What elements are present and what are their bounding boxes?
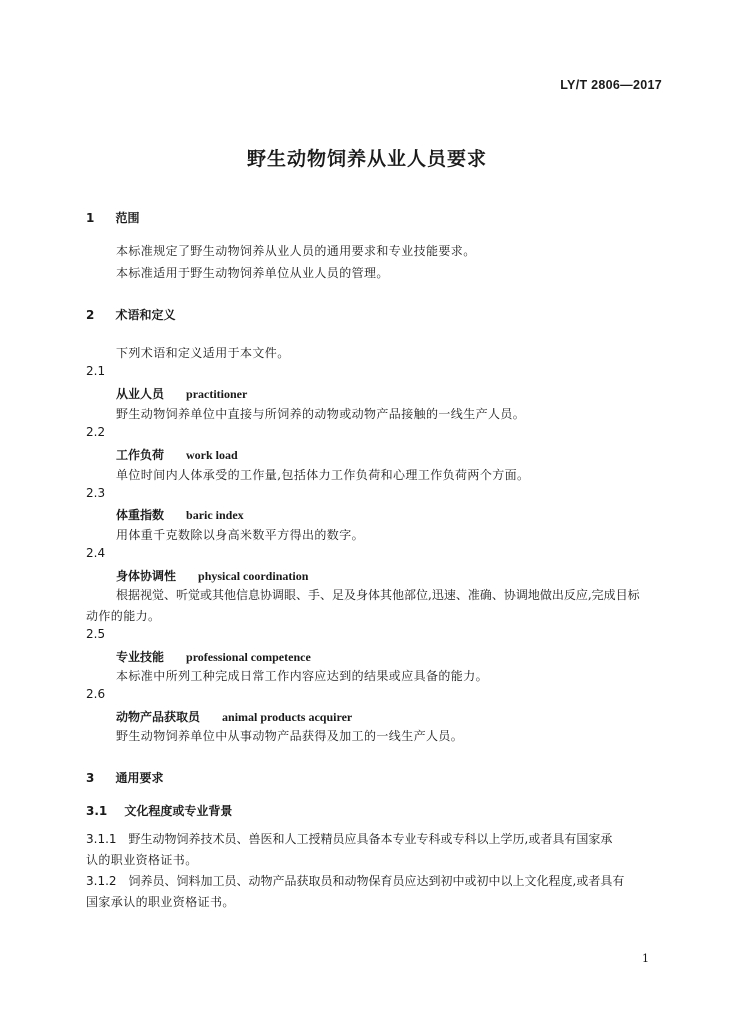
section-title: 术语和定义 [115, 308, 176, 322]
term-heading [116, 504, 244, 523]
term-definition: 用体重千克数除以身高米数平方得出的数字。 [116, 528, 365, 542]
term-zh: 从业人员 [116, 387, 165, 401]
clause-3-1-1 [86, 830, 612, 847]
standard-code: LY/T 2806—2017 [560, 78, 662, 92]
term-zh: 体重指数 [116, 508, 165, 522]
term-number: 2.4 [86, 546, 106, 560]
term-number: 2.1 [86, 364, 106, 378]
term-definition: 本标准中所列工种完成日常工作内容应达到的结果或应具备的能力。 [116, 669, 489, 683]
term-number: 2.3 [86, 486, 106, 500]
term-number: 2.6 [86, 687, 106, 701]
term-number: 2.5 [86, 627, 106, 641]
term-heading [116, 383, 247, 402]
section-title: 范围 [115, 211, 140, 225]
section-number: 2 [86, 308, 95, 322]
term-zh: 专业技能 [116, 650, 165, 664]
clause-text-continued: 国家承认的职业资格证书。 [86, 895, 235, 909]
term-en: animal products acquirer [222, 710, 353, 724]
term-heading [116, 444, 238, 463]
term-number: 2.2 [86, 425, 106, 439]
term-heading [116, 646, 311, 665]
term-zh: 工作负荷 [116, 448, 165, 462]
subsection-title: 文化程度或专业背景 [124, 804, 233, 818]
page-title: 野生动物饲养从业人员要求 [246, 148, 487, 170]
clause-text: 饲养员、饲料加工员、动物产品获取员和动物保育员应达到初中或初中以上文化程度,或者具有 [128, 874, 625, 888]
term-definition-continued: 动作的能力。 [86, 609, 161, 623]
term-en: baric index [186, 508, 244, 522]
paragraph: 下列术语和定义适用于本文件。 [116, 346, 290, 360]
clause-number: 3.1.2 [86, 874, 117, 888]
section-number: 1 [86, 211, 95, 225]
term-definition: 野生动物饲养单位中直接与所饲养的动物或动物产品接触的一线生产人员。 [116, 407, 526, 421]
clause-text: 野生动物饲养技术员、兽医和人工授精员应具备本专业专科或专科以上学历,或者具有国家承 [128, 832, 613, 846]
term-heading [116, 565, 308, 584]
term-en: physical coordination [198, 569, 309, 583]
term-en: work load [186, 448, 238, 462]
term-definition: 野生动物饲养单位中从事动物产品获得及加工的一线生产人员。 [116, 729, 464, 743]
page-number: 1 [642, 952, 649, 965]
term-definition: 根据视觉、听觉或其他信息协调眼、手、足及身体其他部位,迅速、准确、协调地做出反应,完成目标 [116, 588, 640, 602]
paragraph: 本标准规定了野生动物饲养从业人员的通用要求和专业技能要求。 [116, 244, 476, 258]
term-definition: 单位时间内人体承受的工作量,包括体力工作负荷和心理工作负荷两个方面。 [116, 468, 530, 482]
term-en: practitioner [186, 387, 248, 401]
term-heading [116, 706, 352, 725]
section-1-heading [86, 207, 139, 226]
clause-text-continued: 认的职业资格证书。 [86, 853, 198, 867]
section-3-heading [86, 767, 163, 786]
clause-number: 3.1.1 [86, 832, 117, 846]
section-title: 通用要求 [115, 771, 164, 785]
subsection-number: 3.1 [86, 804, 108, 818]
subsection-3-1-heading [86, 800, 232, 819]
term-zh: 动物产品获取员 [116, 710, 201, 724]
section-number: 3 [86, 771, 95, 785]
term-en: professional competence [186, 650, 311, 664]
section-2-heading [86, 304, 175, 323]
term-zh: 身体协调性 [116, 569, 177, 583]
clause-3-1-2 [86, 872, 624, 889]
paragraph: 本标准适用于野生动物饲养单位从业人员的管理。 [116, 266, 389, 280]
